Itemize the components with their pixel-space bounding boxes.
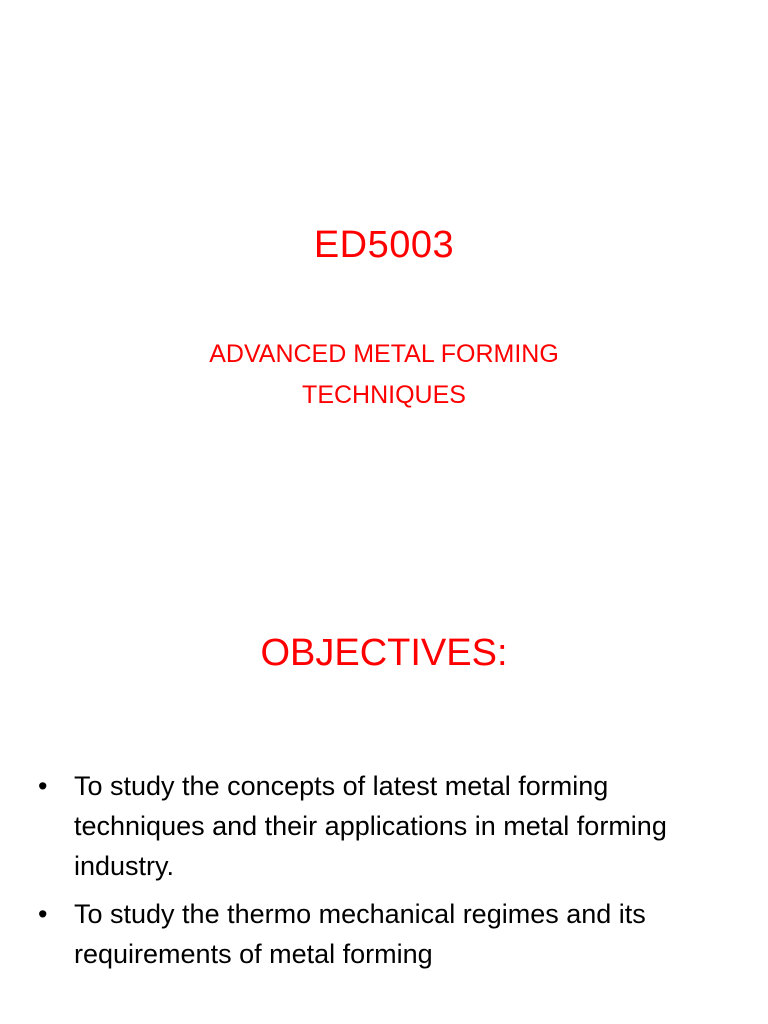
objective-item <box>38 894 738 974</box>
objective-text: To study the thermo mechanical regimes and its requirements of metal forming <box>74 899 646 969</box>
bullet-icon: • <box>38 899 48 929</box>
objectives-heading: OBJECTIVES: <box>260 632 508 674</box>
objectives-list <box>38 766 738 982</box>
objective-item <box>38 766 738 886</box>
course-code: ED5003 <box>313 224 455 266</box>
objective-text: To study the concepts of latest metal forming techniques and their applications in metal forming industry. <box>74 771 667 881</box>
bullet-icon: • <box>38 771 48 801</box>
course-title: ADVANCED METAL FORMING TECHNIQUES <box>209 340 559 409</box>
